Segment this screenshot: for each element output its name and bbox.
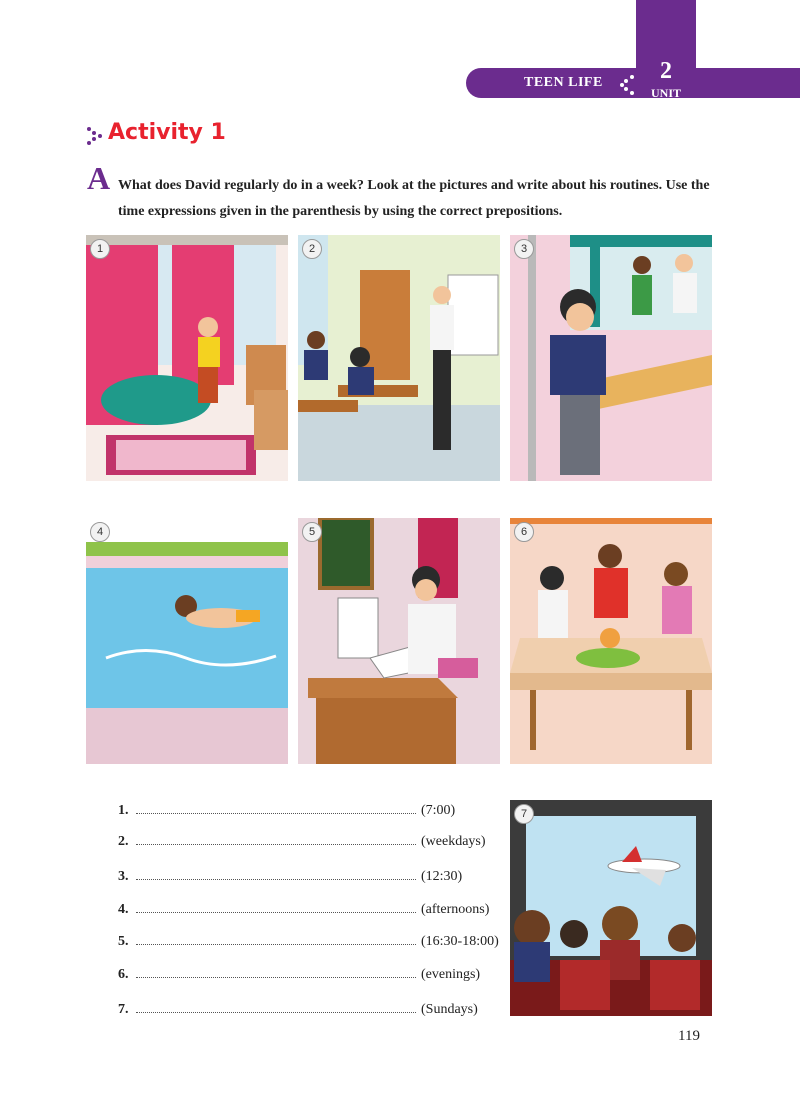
time-expression: (Sundays): [421, 1002, 478, 1017]
picture-panel-5: [298, 518, 500, 764]
answer-blank[interactable]: [136, 867, 416, 880]
activity-dots-icon: [86, 126, 106, 146]
unit-number: 2: [660, 58, 672, 84]
section-letter: A: [87, 160, 111, 196]
exercise-line-4[interactable]: [118, 900, 489, 920]
activity-title: Activity 1: [108, 120, 226, 145]
time-expression: (evenings): [421, 967, 481, 982]
canteen-illustration: [510, 235, 712, 481]
answer-blank[interactable]: [136, 965, 416, 978]
time-expression: (12:30): [421, 869, 463, 884]
picture-panel-1: [86, 235, 288, 481]
exercise-line-5[interactable]: [118, 932, 499, 952]
classroom-illustration: [298, 235, 500, 481]
exercise-line-6[interactable]: [118, 965, 480, 985]
instruction-text: What does David regularly do in a week? Look at the pictures and write about his routines. Use the time expressions given in the parenthesis by using the correct prepositions.: [118, 178, 710, 219]
dots-icon: [618, 73, 638, 95]
exercise-number: 7.: [118, 1002, 129, 1017]
answer-blank[interactable]: [136, 832, 416, 845]
picture-number: 5: [302, 522, 322, 542]
picture-panel-3: [510, 235, 712, 481]
cinema-illustration: [510, 800, 712, 1016]
picture-panel-4: [86, 518, 288, 764]
page-number: 119: [678, 1028, 700, 1044]
picture-panel-2: [298, 235, 500, 481]
unit-label: UNIT: [650, 86, 681, 100]
picture-number: 2: [302, 239, 322, 259]
picture-number: 3: [514, 239, 534, 259]
swimming-illustration: [86, 518, 288, 764]
picture-number: 4: [90, 522, 110, 542]
exercise-number: 2.: [118, 834, 129, 849]
exercise-line-7[interactable]: [118, 1000, 478, 1020]
family-dinner-illustration: [510, 518, 712, 764]
boy-waking-up-illustration: [86, 235, 288, 481]
exercise-line-1[interactable]: [118, 801, 455, 821]
time-expression: (7:00): [421, 803, 456, 818]
exercise-number: 5.: [118, 934, 129, 949]
answer-blank[interactable]: [136, 900, 416, 913]
exercise-number: 3.: [118, 869, 129, 884]
exercise-line-2[interactable]: [118, 832, 486, 852]
time-expression: (16:30-18:00): [421, 934, 499, 949]
answer-blank[interactable]: [136, 801, 416, 814]
exercise-number: 4.: [118, 902, 129, 917]
answer-blank[interactable]: [136, 932, 416, 945]
homework-illustration: [298, 518, 500, 764]
time-expression: (afternoons): [421, 902, 490, 917]
exercise-line-3[interactable]: [118, 867, 462, 887]
picture-number: 7: [514, 804, 534, 824]
section-label: TEEN LIFE: [524, 75, 603, 90]
picture-number: 6: [514, 522, 534, 542]
exercise-number: 6.: [118, 967, 129, 982]
exercise-number: 1.: [118, 803, 129, 818]
picture-panel-7: [510, 800, 712, 1016]
picture-panel-6: [510, 518, 712, 764]
answer-blank[interactable]: [136, 1000, 416, 1013]
time-expression: (weekdays): [421, 834, 486, 849]
picture-number: 1: [90, 239, 110, 259]
